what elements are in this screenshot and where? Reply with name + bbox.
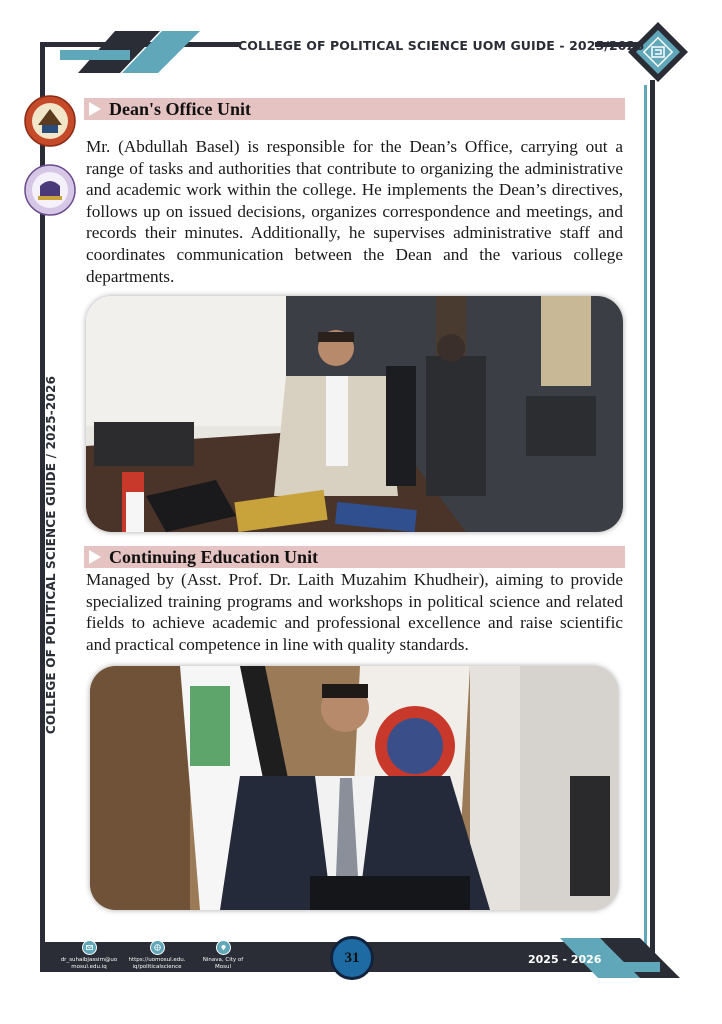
- globe-icon: [150, 940, 165, 955]
- section-heading-deans-office: [84, 98, 625, 120]
- lecture-photo-illustration: [90, 666, 618, 910]
- location-text: Ninava, City of Mosul: [202, 957, 244, 970]
- college-logo: [24, 95, 76, 147]
- photo-deans-office: [86, 296, 623, 532]
- footer-years: 2025 - 2026: [528, 953, 602, 966]
- play-arrow-icon: [89, 102, 101, 116]
- side-title: COLLEGE OF POLITICAL SCIENCE GUIDE / 2025-2026: [44, 375, 58, 735]
- office-photo-illustration: [86, 296, 623, 532]
- section-paragraph-deans-office: Mr. (Abdullah Basel) is responsible for the Dean’s Office, carrying out a range of tasks and authorities that contribute to organizing the administrative and academic work within the college. He implements the Dean’s directives, follows up on issued decisions, organizes correspondence and meetings, and records their minutes. Additionally, he supervises administrative staff and coordinates communication between the Dean and the various college departments.: [86, 137, 623, 286]
- page-number: 31: [330, 936, 374, 980]
- header-title: COLLEGE OF POLITICAL SCIENCE UOM GUIDE - 2025/2026: [238, 38, 645, 53]
- section-paragraph-continuing-education: Managed by (Asst. Prof. Dr. Laith Muzahim Khudheir), aiming to provide specialized training programs and workshops in political science and related fields to achieve academic and professional excellence and raise scientific and practical competence in line with quality standards.: [86, 570, 623, 654]
- section-title: Continuing Education Unit: [109, 546, 319, 567]
- footer-location: [196, 940, 250, 971]
- location-pin-icon: [216, 940, 231, 955]
- university-logo: [24, 164, 76, 216]
- email-text: dr_suhaibjassim@uomosul.edu.iq: [60, 957, 118, 970]
- footer-email[interactable]: [60, 940, 118, 971]
- email-icon: [82, 940, 97, 955]
- play-arrow-icon: [89, 550, 101, 564]
- website-text: https://uomosul.edu.iq/politicalscience: [128, 957, 186, 970]
- photo-continuing-education: [90, 666, 618, 910]
- footer-website[interactable]: [128, 940, 186, 971]
- section-heading-continuing-education: [84, 546, 625, 568]
- section-title: Dean's Office Unit: [109, 98, 251, 119]
